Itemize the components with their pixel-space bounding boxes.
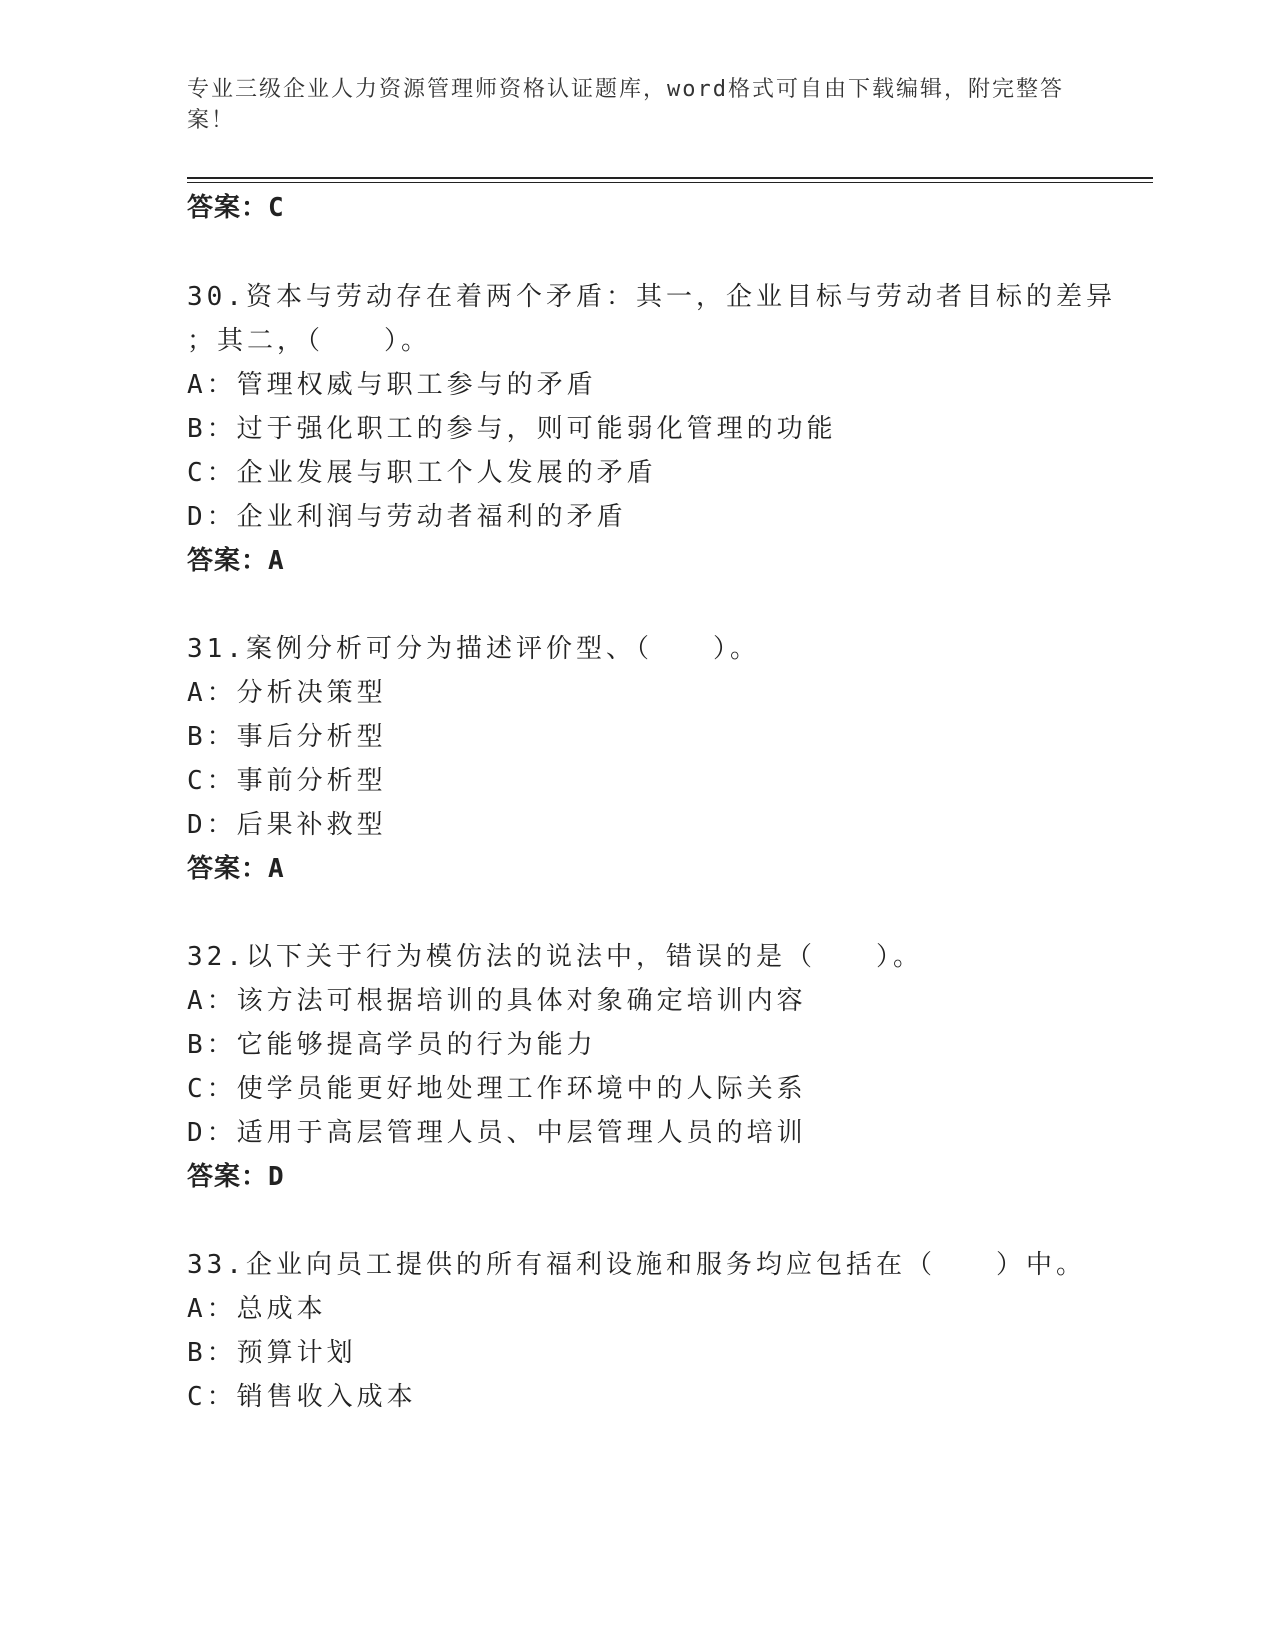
header-rule-thick — [187, 177, 1153, 179]
question-30-stem-continued: ；其二，（ ）。 — [187, 326, 432, 356]
question-33-option-a: A：总成本 — [187, 1294, 327, 1324]
question-31-option-d: D：后果补救型 — [187, 810, 387, 840]
question-33-option-b: B：预算计划 — [187, 1338, 357, 1368]
question-30-option-c: C：企业发展与职工个人发展的矛盾 — [187, 458, 657, 488]
question-31-option-a: A：分析决策型 — [187, 678, 387, 708]
question-32-option-a: A：该方法可根据培训的具体对象确定培训内容 — [187, 986, 807, 1016]
question-30-option-d: D：企业利润与劳动者福利的矛盾 — [187, 502, 627, 532]
question-31-stem: 31.案例分析可分为描述评价型、（ ）。 — [187, 634, 760, 664]
question-32-stem: 32.以下关于行为模仿法的说法中，错误的是（ ）。 — [187, 942, 923, 972]
question-30-option-a: A：管理权威与职工参与的矛盾 — [187, 370, 597, 400]
question-32-option-b: B：它能够提高学员的行为能力 — [187, 1030, 597, 1060]
question-33-stem: 33.企业向员工提供的所有福利设施和服务均应包括在（ ）中。 — [187, 1250, 1086, 1280]
question-31-answer: 答案：A — [187, 854, 285, 884]
question-31-option-c: C：事前分析型 — [187, 766, 387, 796]
question-32-answer: 答案：D — [187, 1162, 285, 1192]
question-32-option-d: D：适用于高层管理人员、中层管理人员的培训 — [187, 1118, 807, 1148]
question-30-option-b: B：过于强化职工的参与，则可能弱化管理的功能 — [187, 414, 837, 444]
question-30-answer: 答案：A — [187, 546, 285, 576]
question-30-stem: 30.资本与劳动存在着两个矛盾：其一，企业目标与劳动者目标的差异 — [187, 282, 1116, 312]
header-rule-thin — [187, 182, 1153, 183]
document-header: 专业三级企业人力资源管理师资格认证题库，word格式可自由下载编辑，附完整答案！ — [187, 77, 1064, 133]
question-33-option-c: C：销售收入成本 — [187, 1382, 417, 1412]
question-32-option-c: C：使学员能更好地处理工作环境中的人际关系 — [187, 1074, 807, 1104]
previous-answer: 答案：C — [187, 193, 285, 223]
question-31-option-b: B：事后分析型 — [187, 722, 387, 752]
